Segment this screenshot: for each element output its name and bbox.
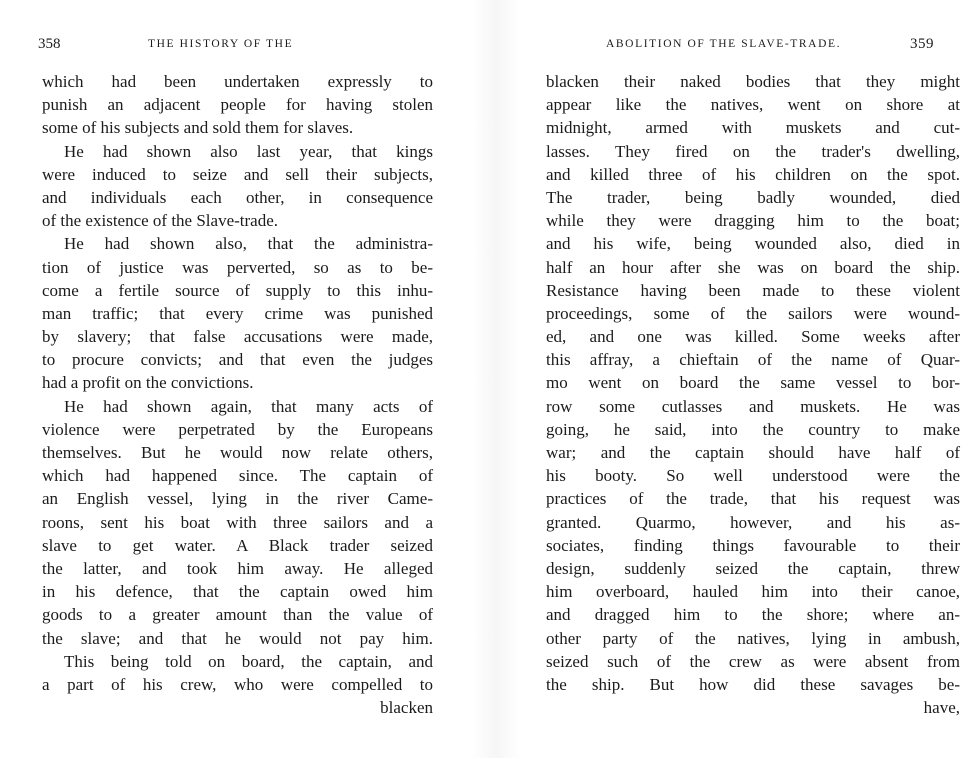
text-line: He had shown again, that many acts of [64,396,433,416]
text-line: and individuals each other, in consequence [42,187,433,207]
text-line: war; and the captain should have half of [546,443,960,462]
text-line: the slave; and that he would not pay him. [42,628,433,648]
text-line: by slavery; that false accusations were made, [42,327,433,347]
text-line: and killed three of his children on the spot. [546,164,960,184]
catchword: blacken [380,698,433,718]
text-line: roons, sent his boat with three sailors and a [42,512,433,532]
text-line: the ship. But how did these savages be- [546,674,960,694]
text-line: going, he said, into the country to make [546,419,960,439]
text-line: tion of justice was perverted, so as to be- [42,257,433,277]
text-line: sociates, finding things favourable to their [546,535,960,555]
text-line: practices of the trade, that his request was [546,489,960,509]
text-line: midnight, armed with muskets and cut- [546,118,960,138]
right-page [520,0,980,758]
text-line: which had happened since. The captain of [42,466,433,486]
text-line: and dragged him to the shore; where an- [546,605,960,625]
left-page [0,0,470,758]
text-line: row some cutlasses and muskets. He was [546,396,960,416]
catchword: have, [923,698,960,718]
text-line: other party of the natives, lying in ambush, [546,628,960,648]
text-line: violence were perpetrated by the Europeans [42,419,433,439]
text-line: proceedings, some of the sailors were wound- [546,303,960,323]
text-line: granted. Quarmo, however, and his as- [546,512,960,532]
text-line: this affray, a chieftain of the name of Quar- [546,350,960,370]
book-gutter [472,0,520,758]
text-line: appear like the natives, went on shore at [546,95,960,115]
text-line: seized such of the crew as were absent from [546,651,960,671]
text-line: This being told on board, the captain, and [64,651,433,671]
text-line: man traffic; that every crime was punished [42,303,433,323]
text-line: some of his subjects and sold them for slaves. [42,118,354,138]
text-line: in his defence, that the captain owed him [42,582,433,602]
text-line: themselves. But he would now relate others, [42,443,433,462]
text-line: blacken their naked bodies that they might [546,72,960,91]
right-running-head: ABOLITION OF THE SLAVE-TRADE. [606,38,842,50]
text-line: ed, and one was killed. Some weeks after [546,327,960,347]
text-line: while they were dragging him to the boat; [546,211,960,231]
text-line: Resistance having been made to these violent [546,280,960,300]
left-page-text [42,70,433,719]
right-page-text [546,70,960,719]
text-line: of the existence of the Slave-trade. [42,211,279,231]
text-line: punish an adjacent people for having stolen [42,95,433,115]
text-line: half an hour after she was on board the ship. [546,257,960,277]
text-line: The trader, being badly wounded, died [546,187,960,207]
text-line: come a fertile source of supply to this inhu- [42,280,433,300]
text-line: the latter, and took him away. He alleged [42,558,433,578]
text-line: mo went on board the same vessel to bor- [546,373,960,393]
text-line: an English vessel, lying in the river Came- [42,489,433,509]
text-line: to procure convicts; and that even the judges [42,350,433,370]
text-line: goods to a greater amount than the value of [42,605,433,625]
text-line: a part of his crew, who were compelled to [42,674,433,694]
left-running-head: THE HISTORY OF THE [148,38,294,50]
left-page-number: 358 [38,36,61,52]
right-page-number: 359 [910,36,934,52]
text-line: had a profit on the convictions. [42,373,254,393]
text-line: lasses. They fired on the trader's dwelling, [546,141,960,161]
text-line: his booty. So well understood were the [546,466,960,486]
text-line: slave to get water. A Black trader seized [42,535,433,555]
text-line: him overboard, hauled him into their canoe, [546,582,960,602]
text-line: were induced to seize and sell their subjects, [42,164,433,184]
text-line: design, suddenly seized the captain, threw [546,558,960,578]
text-line: and his wife, being wounded also, died in [546,234,960,254]
text-line: which had been undertaken expressly to [42,72,433,91]
text-line: He had shown also, that the administra- [64,234,433,254]
text-line: He had shown also last year, that kings [64,141,433,161]
